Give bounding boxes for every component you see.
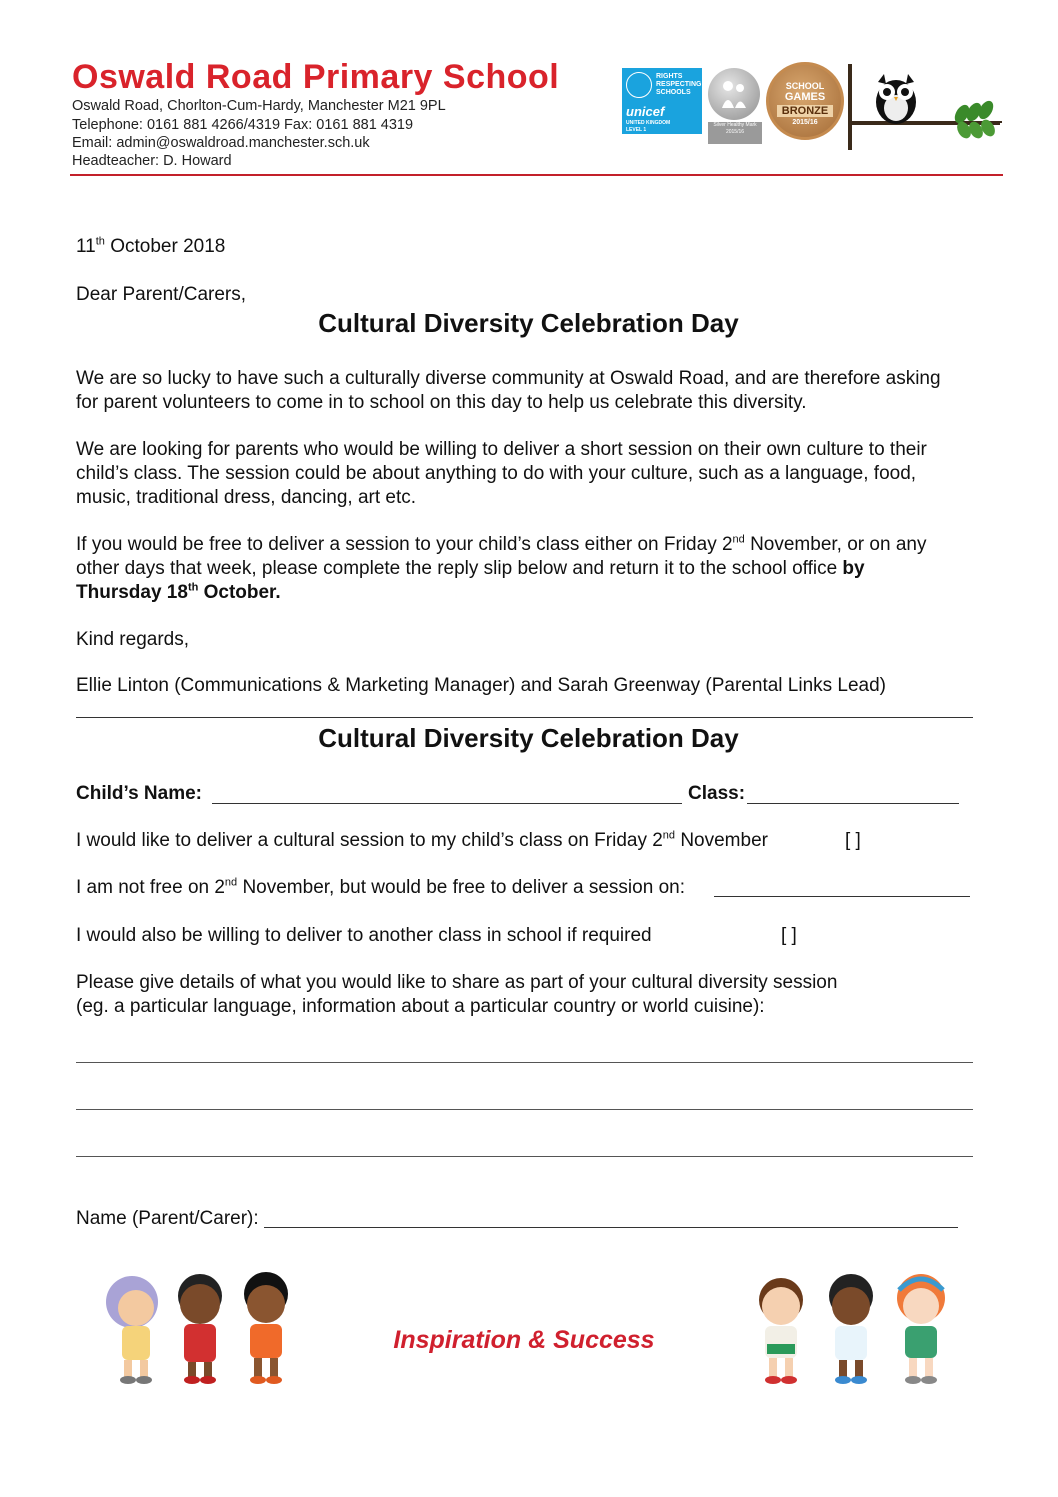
children-illustration-left: [92, 1264, 312, 1394]
children-illustration-right: [745, 1264, 965, 1394]
child-name-field[interactable]: [212, 803, 682, 804]
p3-line2-text: other days that week, please complete the reply slip below and return it to the school office: [76, 558, 843, 579]
salutation: Dear Parent/Carers,: [76, 284, 247, 305]
option-other-day: [76, 876, 685, 900]
option1-end: November: [675, 830, 768, 851]
header-rule: [70, 174, 1003, 176]
family-icon: [708, 68, 760, 120]
p3-line3-text: Thursday 18: [76, 582, 188, 603]
footer-slogan: Inspiration & Success: [393, 1326, 655, 1354]
unicef-rights-respecting-badge: [622, 68, 702, 134]
letter-date: [76, 235, 225, 259]
option2-sup: nd: [224, 876, 238, 889]
unicef-badge-sub: UNITED KINGDOM: [626, 120, 671, 126]
globe-icon: [626, 72, 652, 98]
p3-line1-end: November, or on any: [744, 534, 927, 555]
healthy-schools-silver-badge: [708, 68, 760, 120]
option2-text: I am not free on 2: [76, 877, 225, 898]
paragraph-2-line-3: music, traditional dress, dancing, art etc.: [76, 487, 417, 508]
details-prompt-line-1: Please give details of what you would like to share as part of your cultural diversity session: [76, 972, 838, 993]
games-badge-line1: SCHOOL: [785, 81, 825, 91]
paragraph-1-line-2: for parent volunteers to come in to school on this day to help us celebrate this diversity.: [76, 392, 807, 413]
owl-icon: [868, 70, 924, 126]
paragraph-2-line-2: child’s class. The session could be about anything to do with your culture, such as a language, food,: [76, 463, 917, 484]
school-address: Oswald Road, Chorlton-Cum-Hardy, Manchester M21 9PL: [72, 98, 446, 114]
paragraph-3-line-1: [76, 533, 926, 557]
option-another-class: I would also be willing to deliver to another class in school if required: [76, 925, 652, 946]
paragraph-1-line-1: We are so lucky to have such a culturally diverse community at Oswald Road, and are therefore asking: [76, 368, 941, 389]
p3-line1-text: If you would be free to deliver a session to your child’s class either on Friday 2: [76, 534, 733, 555]
leaves-icon: [948, 100, 1004, 140]
child-name-label: Child’s Name:: [76, 783, 202, 804]
option1-sup: nd: [662, 829, 676, 842]
games-badge-year: 2015/16: [792, 119, 818, 126]
class-label: Class:: [688, 783, 746, 804]
other-day-field[interactable]: [714, 896, 970, 897]
unicef-badge-level: LEVEL 1: [626, 127, 647, 133]
reply-slip-title: Cultural Diversity Celebration Day: [318, 723, 739, 753]
letter-title: Cultural Diversity Celebration Day: [318, 308, 739, 338]
school-telephone: Telephone: 0161 881 4266/4319 Fax: 0161 881 4319: [72, 117, 414, 133]
friday-session-checkbox[interactable]: [ ]: [845, 830, 861, 851]
games-badge-line2: GAMES: [784, 91, 826, 103]
reply-slip-divider: [76, 717, 973, 718]
details-line-1[interactable]: [76, 1062, 973, 1063]
date-day: 11: [76, 236, 96, 257]
option2-end: November, but would be free to deliver a session on:: [237, 877, 685, 898]
details-line-3[interactable]: [76, 1156, 973, 1157]
date-suffix: th: [95, 235, 105, 248]
paragraph-3-line-3: [76, 581, 281, 605]
owl-post: [848, 64, 852, 150]
details-prompt-line-2: (eg. a particular language, information about a particular country or world cuisine):: [76, 996, 765, 1017]
school-name: Oswald Road Primary School: [72, 58, 560, 96]
class-field[interactable]: [747, 803, 959, 804]
p3-line1-sup: nd: [732, 533, 745, 546]
paragraph-2-line-1: We are looking for parents who would be willing to deliver a short session on their own culture to their: [76, 439, 927, 460]
closing: Kind regards,: [76, 629, 190, 650]
p3-line3-sup: th: [187, 581, 199, 594]
school-email: Email: admin@oswaldroad.manchester.sch.uk: [72, 135, 370, 151]
school-games-bronze-badge: [766, 62, 844, 140]
paragraph-3-line-2: [76, 557, 865, 581]
parent-name-label: Name (Parent/Carer):: [76, 1208, 259, 1229]
p3-line2-bold: by: [842, 558, 865, 579]
silver-badge-caption: Silver Healthy Mark 2015/16: [708, 122, 762, 144]
unicef-badge-top: RIGHTS RESPECTING SCHOOLS: [656, 73, 702, 96]
signatories: Ellie Linton (Communications & Marketing Manager) and Sarah Greenway (Parental Links Lead): [76, 675, 887, 696]
headteacher: Headteacher: D. Howard: [72, 153, 232, 169]
unicef-badge-word: unicef: [626, 104, 665, 119]
date-rest: October 2018: [104, 236, 226, 257]
p3-line3-end: October.: [198, 582, 281, 603]
another-class-checkbox[interactable]: [ ]: [781, 925, 797, 946]
option1-text: I would like to deliver a cultural session to my child’s class on Friday 2: [76, 830, 663, 851]
games-badge-line3: BRONZE: [777, 105, 833, 117]
option-friday-session: [76, 829, 768, 853]
details-line-2[interactable]: [76, 1109, 973, 1110]
parent-name-field[interactable]: [264, 1227, 958, 1228]
